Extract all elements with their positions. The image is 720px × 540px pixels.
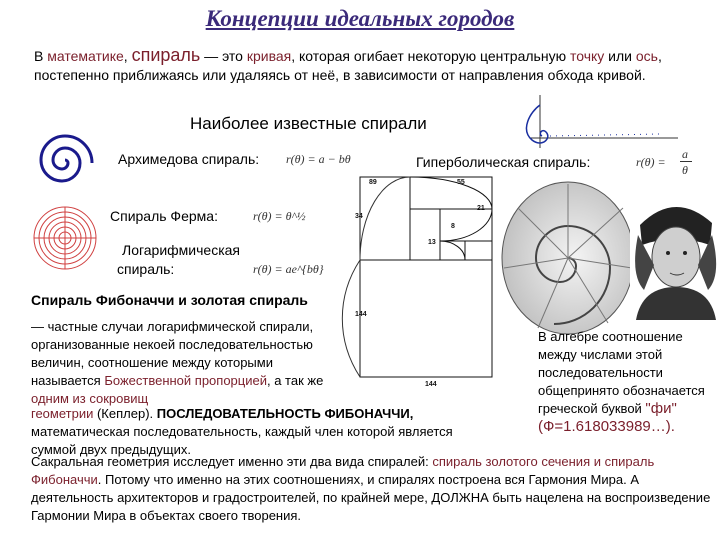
log-label-1: Логарифмическая xyxy=(122,242,241,258)
fib-box-13: 13 xyxy=(428,239,436,246)
log-label-2: спираль: xyxy=(117,261,175,277)
hyperbolic-spiral-graph xyxy=(510,90,680,150)
fib-box-34: 34 xyxy=(355,213,363,220)
page-title: Концепции идеальных городов xyxy=(205,6,515,31)
archimedean-spiral-image xyxy=(30,125,100,195)
term-spiral: спираль xyxy=(131,45,201,65)
archimedes-label: Архимедова спираль: xyxy=(118,151,260,167)
phi-value: (Ф=1.618033989…). xyxy=(538,418,675,435)
fermat-spiral-image xyxy=(30,200,100,280)
link-geometry[interactable]: геометрии xyxy=(31,406,94,421)
link-point[interactable]: точку xyxy=(569,48,605,64)
fib-box-55: 55 xyxy=(457,179,465,186)
fermat-formula: r(θ) = θ^½ xyxy=(253,209,306,223)
fermat-label: Спираль Ферма: xyxy=(110,208,218,224)
phi-letter: "фи" xyxy=(645,400,677,417)
algebra-note: В алгебре соотношение между числами этой последовательности общепринято обозначается греческой буквой "фи" (Ф=1.618033989…). xyxy=(538,328,720,436)
fraction-bar xyxy=(680,161,692,162)
link-mathematics[interactable]: математике xyxy=(47,48,124,64)
fib-box-21: 21 xyxy=(477,205,485,212)
fib-box-89: 89 xyxy=(369,179,377,186)
fibonacci-rectangle-diagram xyxy=(355,172,495,388)
hyperbolic-formula: r(θ) = xyxy=(636,155,666,169)
fibonacci-sequence-paragraph: геометрии (Кеплер). ПОСЛЕДОВАТЕЛЬНОСТЬ ФИБОНАЧЧИ, математическая последовательность, каждый член которой является суммой двух предыдущих. xyxy=(31,406,453,457)
fibonacci-heading: Спираль Фибоначчи и золотая спираль xyxy=(31,292,308,308)
fib-box-8: 8 xyxy=(451,223,455,230)
section-subheading: Наиболее известные спирали xyxy=(190,114,427,133)
fibonacci-portrait-image xyxy=(630,195,720,320)
link-axis[interactable]: ось xyxy=(635,48,658,64)
fib-box-144-bottom: 144 xyxy=(425,381,437,388)
link-golden-spirals[interactable]: спираль золотого сечения и спираль Фибоначчи xyxy=(31,454,655,487)
sacred-geometry-paragraph: Сакральная геометрия исследует именно эти два вида спиралей: спираль золотого сечения и спираль Фибоначчи. Потому что именно на этих соотношениях, и спиралях построена вся Гармония Мира. А деятельность архитекторов и градостроителей, по крайней мере, ДОЛЖНА быть нацелена на воспроизведение Гармонии Мира в объектах своего творения. xyxy=(31,454,711,523)
hyperbolic-formula-den: θ xyxy=(682,163,688,177)
nautilus-shell-image xyxy=(498,178,638,338)
hyperbolic-formula-num: a xyxy=(682,147,688,161)
log-formula: r(θ) = ae^{bθ} xyxy=(253,262,324,276)
link-treasures[interactable]: одним из сокровищ xyxy=(31,391,149,406)
hyperbolic-label: Гиперболическая спираль: xyxy=(416,154,591,170)
link-curve[interactable]: кривая xyxy=(246,48,292,64)
link-divine-proportion[interactable]: Божественной пропорцией xyxy=(104,373,267,388)
fibonacci-paragraph: — частные случаи логарифмической спирали, организованные некоей последовательностью величин, соотношение между которыми называется Божественной пропорцией, а так же одним из сокровищ xyxy=(31,318,351,408)
intro-paragraph: В математике, спираль — это кривая, которая огибает некоторую центральную точку или ось, постепенно приближаясь или удаляясь от неё, в зависимости от направления обхода кривой. xyxy=(34,45,662,83)
archimedes-formula: r(θ) = a − bθ xyxy=(286,152,351,166)
fib-box-144: 144 xyxy=(355,311,367,318)
